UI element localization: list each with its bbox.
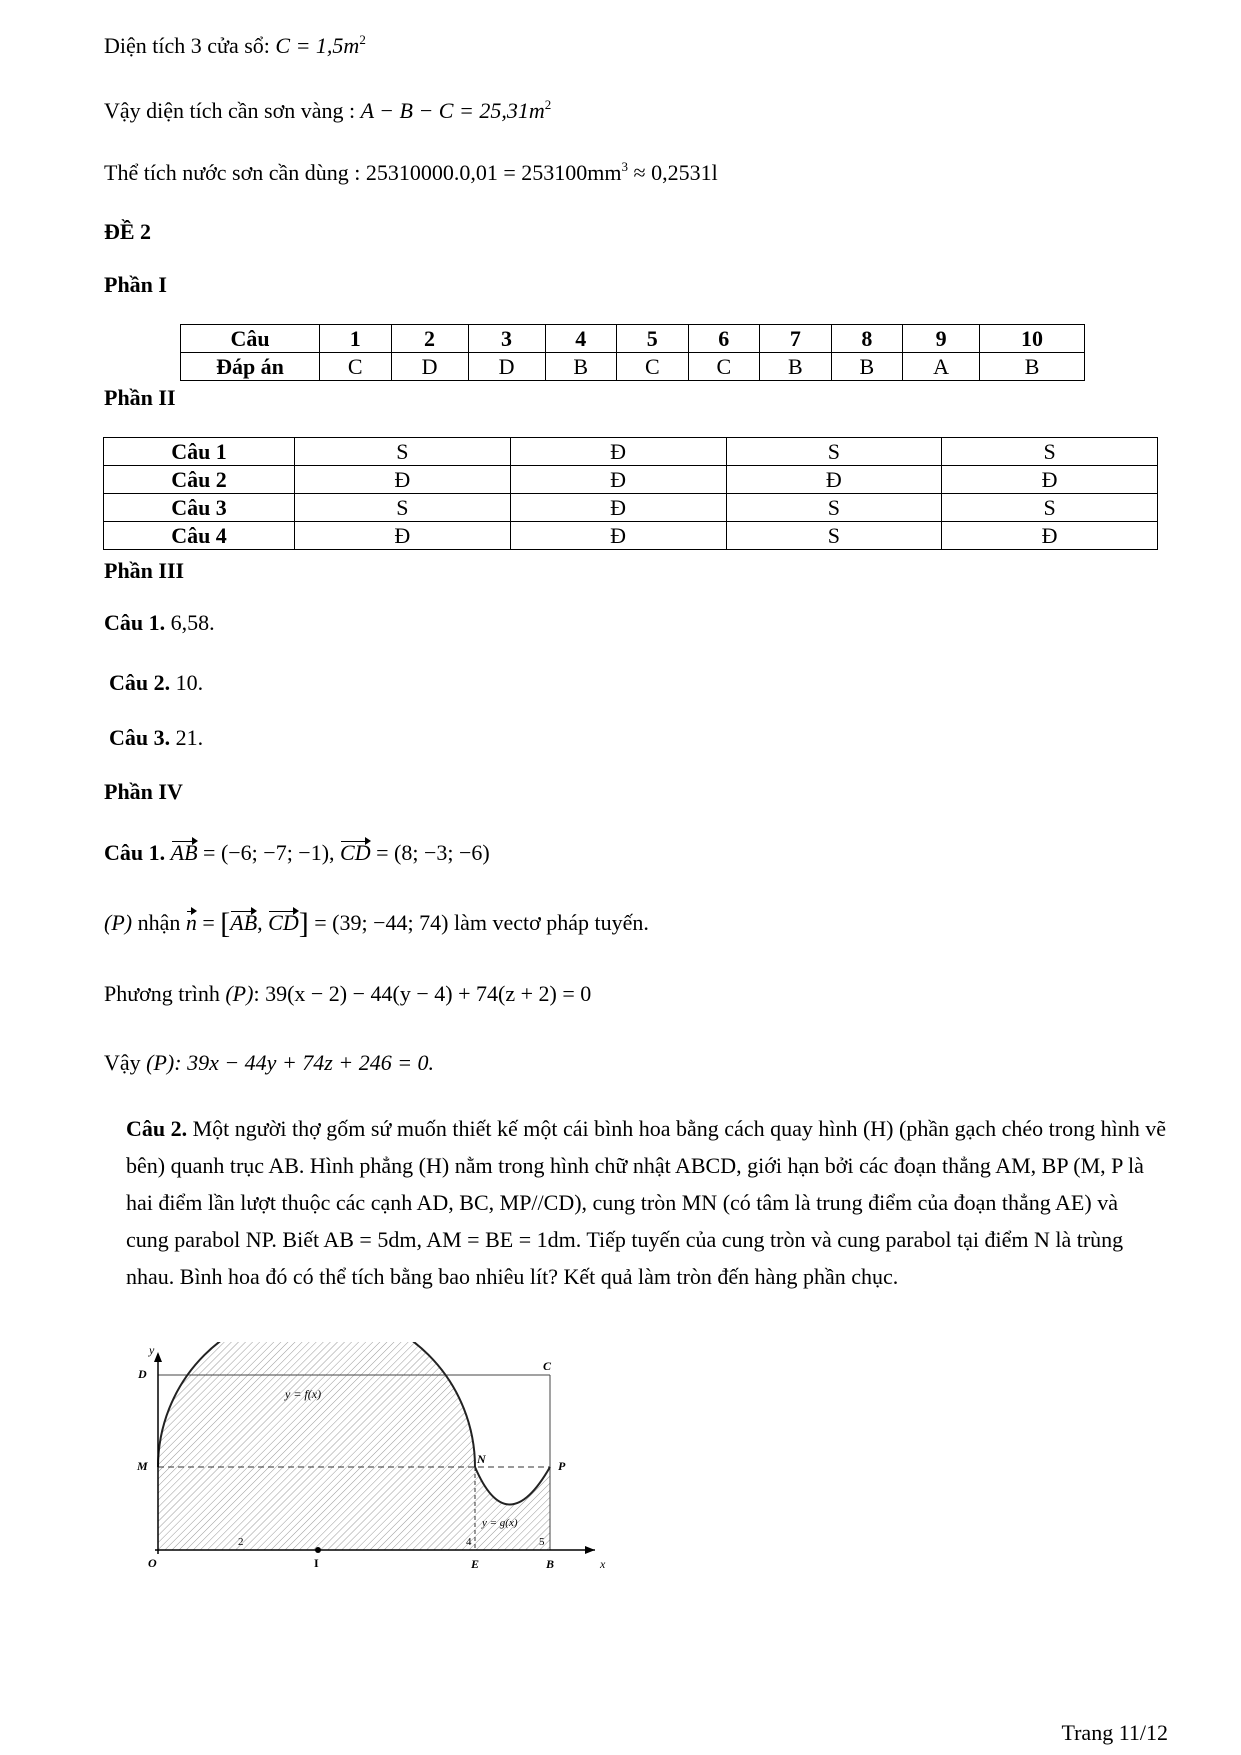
true-false-cell: S <box>295 494 511 522</box>
paint-area-line: Vậy diện tích cần sơn vàng : $A - B - C = 25,31m^2$ <box>104 97 552 123</box>
true-false-cell: Đ <box>295 522 511 550</box>
point-c: C <box>543 1359 552 1373</box>
answer-cell: C <box>320 353 392 381</box>
vector-cd: CD <box>340 840 371 865</box>
answer-cell: B <box>545 353 617 381</box>
true-false-cell: Đ <box>510 466 726 494</box>
answer-cell: A <box>903 353 980 381</box>
part1-answer-table <box>180 324 1085 381</box>
answer-cell: B <box>831 353 903 381</box>
answer-cell: B <box>980 353 1085 381</box>
part4-title: Phần IV <box>104 779 183 804</box>
part1-title: Phần I <box>104 272 167 297</box>
true-false-cell: S <box>942 438 1158 466</box>
x-axis-arrow <box>585 1546 595 1554</box>
row-label-cell: Câu 3 <box>104 494 295 522</box>
row-label-cell: Câu 4 <box>104 522 295 550</box>
question-number-cell: 1 <box>320 325 392 353</box>
point-i-dot <box>315 1547 321 1553</box>
tick-2: 2 <box>238 1536 244 1548</box>
plane-equation: 39(x − 2) − 44(y − 4) + 74(z + 2) = 0 <box>265 981 592 1006</box>
answer-cell: B <box>760 353 832 381</box>
true-false-cell: Đ <box>510 494 726 522</box>
answer-cell: D <box>468 353 545 381</box>
table-row <box>104 522 1158 550</box>
point-o: O <box>148 1556 157 1570</box>
question-number-cell: 6 <box>688 325 760 353</box>
page-number: Trang 11/12 <box>1061 1720 1168 1745</box>
question-number-cell: 7 <box>760 325 832 353</box>
table-header-dapan: Đáp án <box>181 353 320 381</box>
true-false-cell: S <box>726 494 942 522</box>
part2-title: Phần II <box>104 385 176 410</box>
vector-ab: AB <box>170 840 198 865</box>
part3-title: Phần III <box>104 558 185 583</box>
part2-answer-table <box>103 437 1158 550</box>
question-number-cell: 2 <box>391 325 468 353</box>
row-label-cell: Câu 1 <box>104 438 295 466</box>
part3-answer-3: Câu 3. 21. <box>109 725 204 750</box>
vase-profile-figure <box>125 1342 625 1572</box>
axis-y-label: y <box>149 1343 155 1357</box>
point-d: D <box>138 1367 147 1381</box>
answer-cell: C <box>617 353 689 381</box>
row-label-cell: Câu 2 <box>104 466 295 494</box>
plane-result: (P): 39x − 44y + 74z + 246 = 0. <box>146 1050 435 1075</box>
question-number-cell: 3 <box>468 325 545 353</box>
table-row <box>104 466 1158 494</box>
answer-cell: C <box>688 353 760 381</box>
point-p: P <box>558 1459 566 1473</box>
paint-volume-formula: 25310000.0,01 = 253100mm <box>365 160 622 185</box>
point-m: M <box>137 1459 148 1473</box>
question-number-cell: 9 <box>903 325 980 353</box>
y-axis-arrow <box>154 1352 162 1362</box>
point-b: B <box>546 1557 555 1571</box>
tick-5: 5 <box>539 1536 545 1548</box>
paint-area-formula: A − B − C = 25,31m <box>360 98 545 123</box>
exam-heading: ĐỀ 2 <box>104 219 152 244</box>
point-i: I <box>314 1556 319 1570</box>
plane-equation-line: Phương trình (P): 39(x − 2) − 44(y − 4) + 74(z + 2) = 0 <box>104 981 592 1006</box>
question-number-cell: 8 <box>831 325 903 353</box>
window-area-formula: C = 1,5m <box>275 33 360 58</box>
label-f: y = f(x) <box>285 1387 322 1401</box>
true-false-cell: Đ <box>510 438 726 466</box>
question-2-text: Câu 2. Một người thợ gốm sứ muốn thiết kế một cái bình hoa bằng cách quay hình (H) (phần gạch chéo trong hình vẽ bên) quanh trục AB. Hình phẳng (H) nằm trong hình chữ nhật ABCD, giới hạn bởi các đoạn thẳng AM, BP (M, P là hai điểm lần lượt thuộc các cạnh AD, BC, MP//CD), cung tròn MN (có tâm là trung điểm của đoạn thẳng AE) và cung parabol NP. Biết AB = 5dm, AM = BE = 1dm. Tiếp tuyến của cung tròn và cung parabol tại điểm N là trùng nhau. Bình hoa đó có thể tích bằng bao nhiêu lít? Kết quả làm tròn đến hàng phần chục. <box>126 1116 1166 1289</box>
true-false-cell: Đ <box>510 522 726 550</box>
table-header-cau: Câu <box>181 325 320 353</box>
true-false-cell: S <box>942 494 1158 522</box>
true-false-cell: S <box>295 438 511 466</box>
tick-4: 4 <box>466 1536 472 1548</box>
table-row <box>104 438 1158 466</box>
part3-answer-1: Câu 1. 6,58. <box>104 610 215 635</box>
normal-vector-line: (P) nhận n = [AB, CD] = (39; −44; 74) làm vectơ pháp tuyến. <box>104 907 649 940</box>
true-false-cell: S <box>726 438 942 466</box>
plane-result-line: Vậy (P): 39x − 44y + 74z + 246 = 0. <box>104 1050 435 1075</box>
question-number-cell: 4 <box>545 325 617 353</box>
paint-volume-line: Thể tích nước sơn cần dùng : $25310000.0,01 = 253100mm^3 \approx 0,2531l$ <box>104 159 718 185</box>
question-number-cell: 5 <box>617 325 689 353</box>
true-false-cell: S <box>726 522 942 550</box>
true-false-cell: Đ <box>942 522 1158 550</box>
table-row <box>104 494 1158 522</box>
vector-n: n <box>185 910 197 935</box>
true-false-cell: Đ <box>726 466 942 494</box>
true-false-cell: Đ <box>942 466 1158 494</box>
axis-x-label: x <box>600 1557 606 1571</box>
part3-answer-2: Câu 2. 10. <box>109 670 204 695</box>
true-false-cell: Đ <box>295 466 511 494</box>
question-number-cell: 10 <box>980 325 1085 353</box>
answer-cell: D <box>391 353 468 381</box>
part4-vectors-line: Câu 1. AB = (−6; −7; −1), CD = (8; −3; −6) <box>104 840 490 865</box>
window-area-line: Diện tích 3 cửa sổ: $C = 1,5m^2$ <box>104 32 366 58</box>
point-n: N <box>477 1452 486 1466</box>
point-e: E <box>471 1557 480 1571</box>
label-g: y = g(x) <box>482 1517 518 1529</box>
